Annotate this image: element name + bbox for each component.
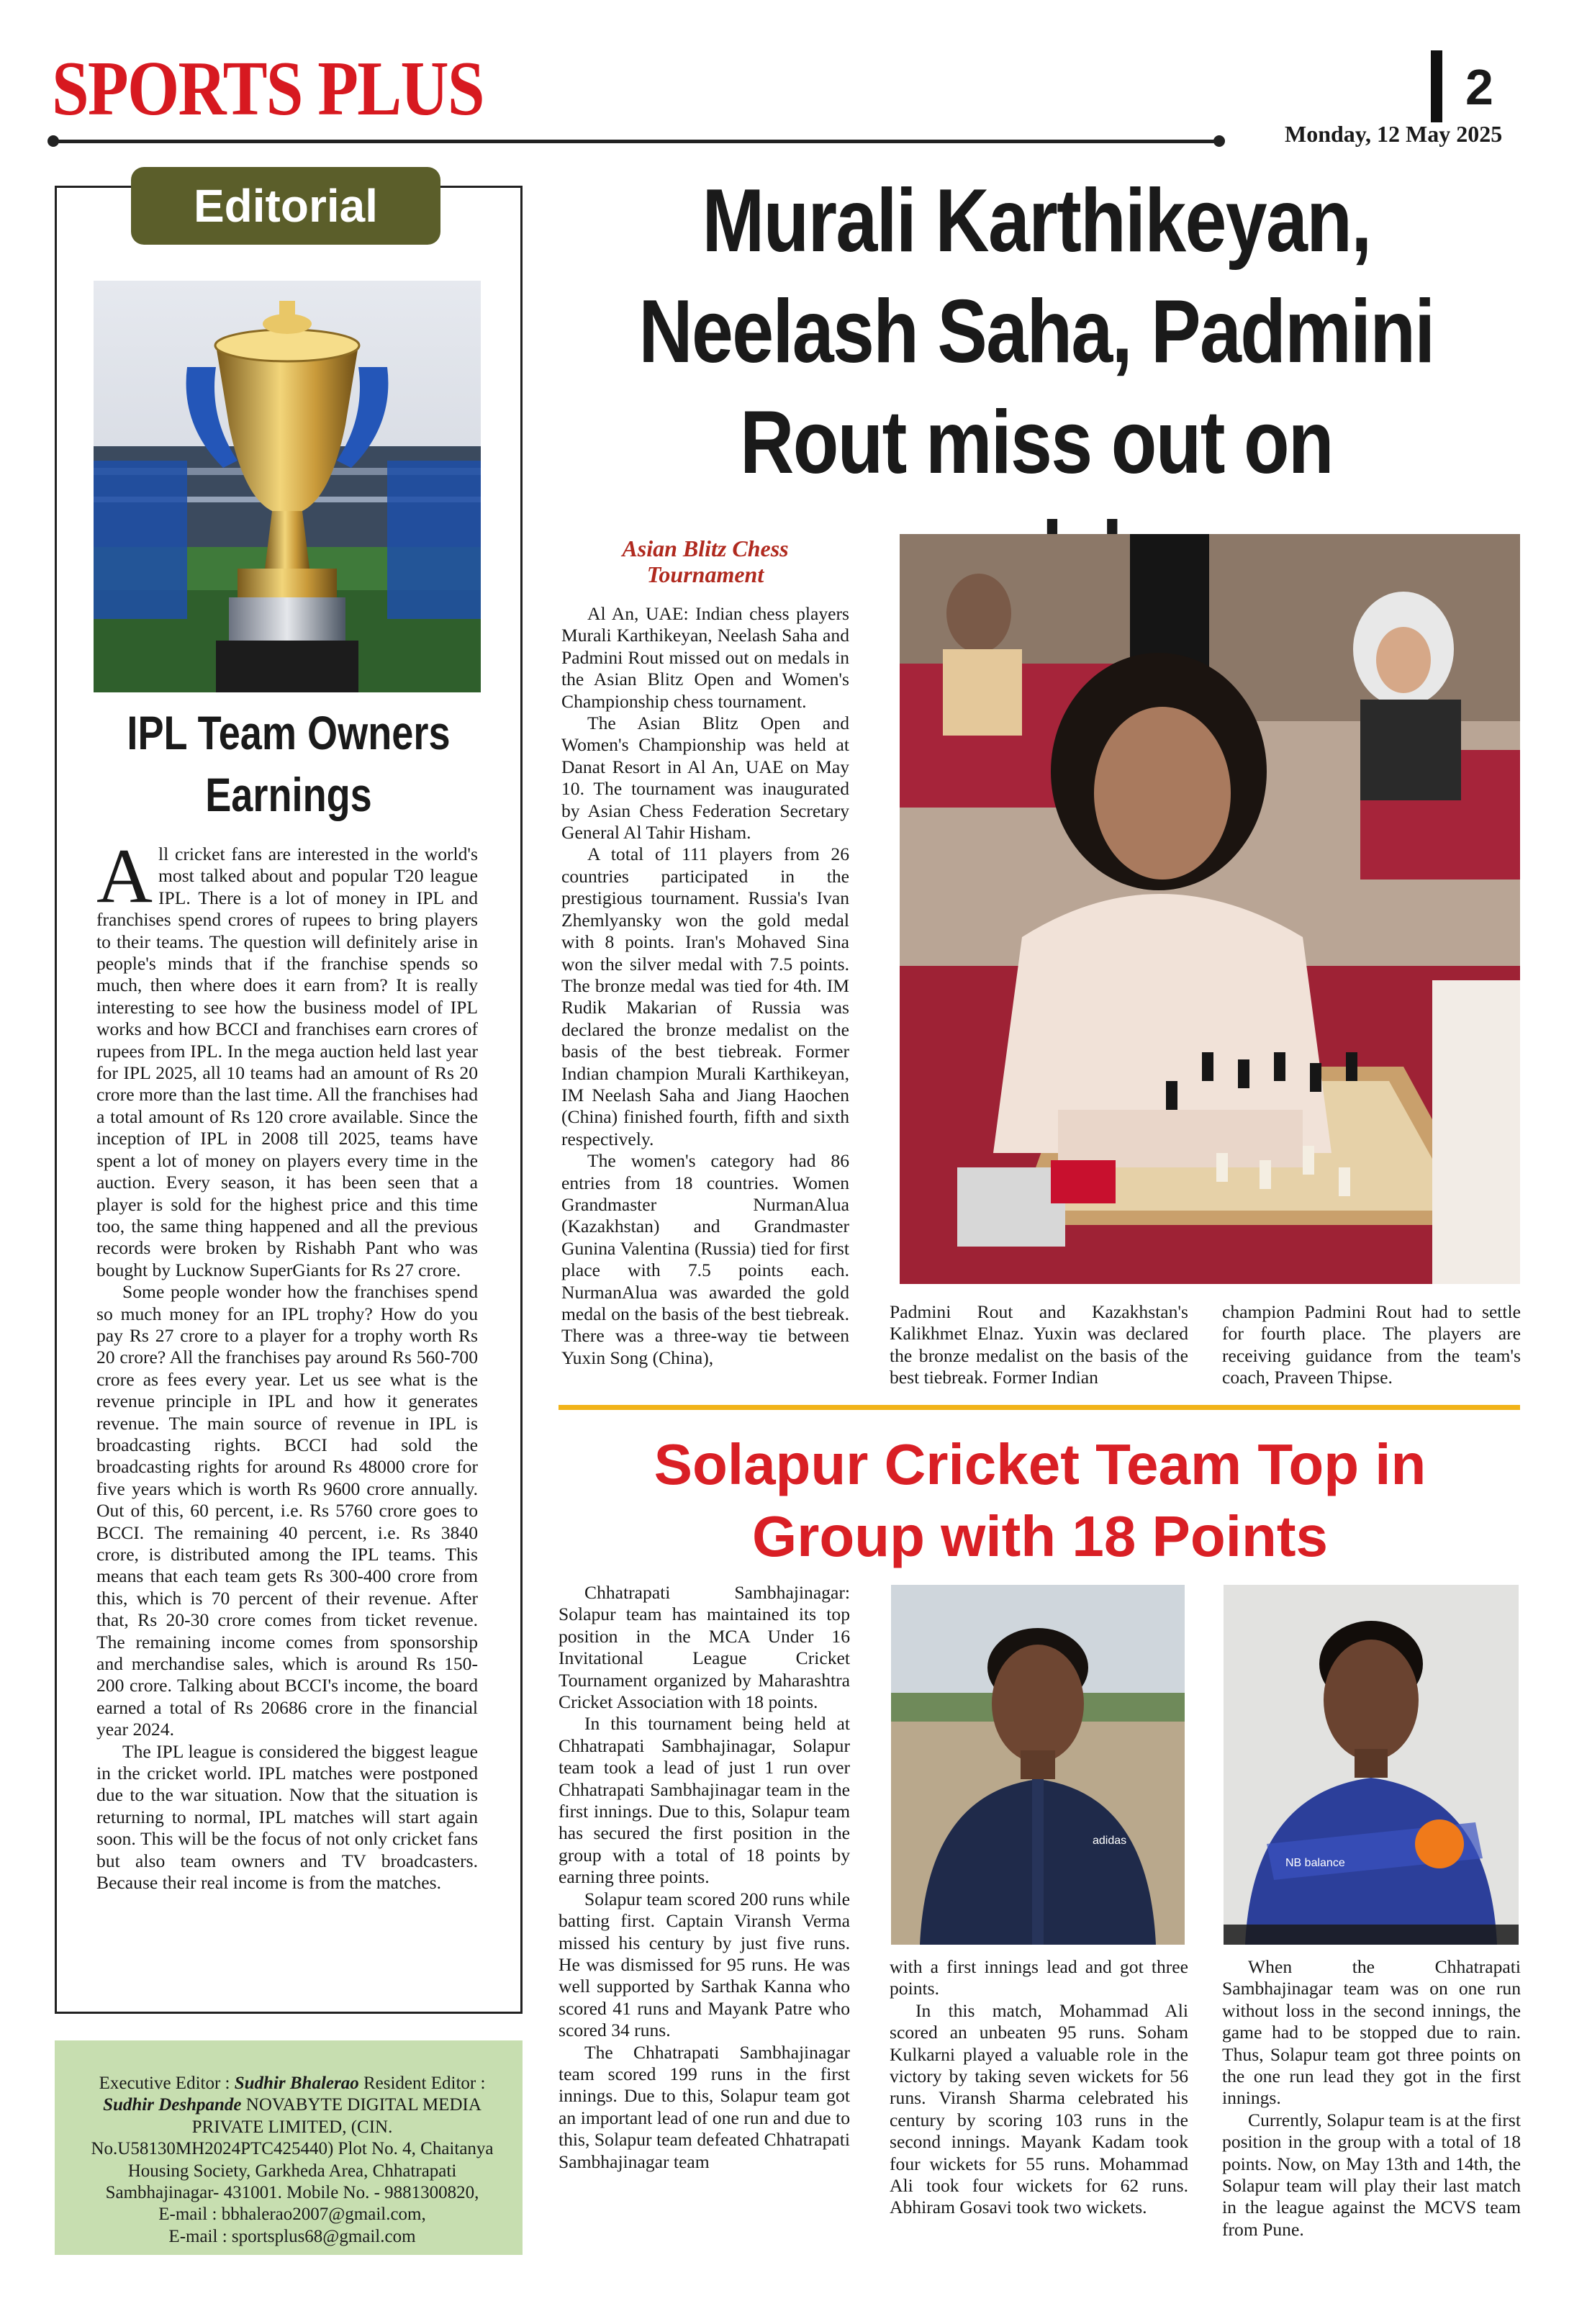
editorial-body xyxy=(96,833,478,1894)
cricket-paragraph: Chhatrapati Sambhajinagar: Solapur team has maintained its top position in the MCA Under 16 Invitational League Cricket Tournament organized by Maharashtra Cricket Association with 18 points. xyxy=(559,1582,850,1713)
editorial-headline: IPL Team Owners Earnings xyxy=(127,706,451,821)
resident-editor-label: Resident Editor : xyxy=(358,2074,486,2093)
ipl-trophy-photo xyxy=(94,281,481,692)
drop-cap: A xyxy=(96,833,153,919)
cricket-paragraph: In this tournament being held at Chhatrapati Sambhajinagar, Solapur team took a lead of just 1 run over Chhatrapati Sambhajinagar team in the first innings. Due to this, Solapur team has secured the first position in the group with a total of 18 points by earning three points. xyxy=(559,1713,850,1888)
exec-editor-name: Sudhir Bhalerao xyxy=(234,2074,359,2093)
cricket-body xyxy=(559,1582,850,2173)
page-number: 2 xyxy=(1465,59,1493,115)
editorial-label: Editorial xyxy=(131,167,440,245)
header-rule xyxy=(53,140,1219,143)
svg-text:adidas: adidas xyxy=(1093,1835,1127,1847)
cricket-paragraph: Solapur team scored 200 runs while batting first. Captain Viransh Verma missed his century by just five runs. He was dismissed for 95 runs. He was well supported by Sarthak Kanna who scored 41 runs and Mayank Patre who scored 34 runs. xyxy=(559,1888,850,2041)
editorial-paragraph: Some people wonder how the franchises spend so much money for an IPL trophy? How do you pay Rs 27 crore to a player for a trophy worth Rs 20 crore? All the franchises pay around Rs 560-700 crore as fees every year. Let us see what is the revenue principle in IPL and how it generates revenue. The main source of revenue in IPL is broadcasting rights. BCCI had sold the broadcasting rights for around Rs 48000 crore for five years which is worth Rs 9600 crore annually. Out of this, 60 percent, i.e. Rs 5760 crore goes to BCCI. The remaining 40 percent, i.e. Rs 3840 crore, is distributed among the IPL teams. This means that each team gets Rs 300-400 crore from this, which is 70 percent of their revenue. After that, Rs 20-30 crore comes from ticket revenue. The remaining income comes from sponsorship and merchandise sales, which is around Rs 150-200 crore. Talking about BCCI's income, the board earned a total of Rs 20686 crore in the financial year 2024. xyxy=(96,1281,478,1740)
chess-player-photo xyxy=(900,534,1520,1284)
section-divider xyxy=(559,1405,1520,1410)
publisher-details: NOVABYTE DIGITAL MEDIA PRIVATE LIMITED, (CIN. No.U58130MH2024PTC425440) Plot No. 4, Chaitanya Housing Society, Garkheda Area, Chhatrapati Sambhajinagar- 431001. Mobile No. - 9881300820, xyxy=(91,2095,494,2203)
chess-continuation: Padmini Rout and Kazakhstan's Kalikhmet Elnaz. Yuxin was declared the bronze medalist on the basis of the best tiebreak. Former Indian xyxy=(890,1301,1188,1388)
chess-paragraph: The women's category had 86 entries from 18 countries. Women Grandmaster NurmanAlua (Kazakhstan) and Grandmaster Gunina Valentina (Russia) tied for first place with 7.5 points each. NurmanAlua was awarded the gold medal on the basis of the best tiebreak. There was a three-way tie between Yuxin Song (China), xyxy=(561,1150,849,1368)
chess-paragraph: Al An, UAE: Indian chess players Murali Karthikeyan, Neelash Saha and Padmini Rout missed out on medals in the Asian Blitz Open and Women's Championship chess tournament. xyxy=(561,603,849,712)
masthead: SPORTS PLUS xyxy=(52,46,484,132)
svg-text:NB balance: NB balance xyxy=(1285,1857,1345,1869)
cricketer-portrait-photo xyxy=(891,1585,1185,1945)
chess-body xyxy=(561,603,849,1369)
cricket-paragraph: The Chhatrapati Sambhajinagar team scored 199 runs in the first innings. Due to this, Solapur team got an important lead of one run and due to this, Solapur team defeated Chhatrapati Sambhajinagar team xyxy=(559,2041,850,2172)
editorial-paragraph: All cricket fans are interested in the world's most talked about and popular T20 league IPL. There is a lot of money in IPL and franchises spend crores of rupees to bring players to their teams. The question will definitely arise in people's minds that if the franchise spends so much, then where does it earn from? It is really interesting to see how the business model of IPL works and how BCCI and franchises earn crores of rupees from IPL. In the mega auction held last year for IPL 2025, all 10 teams had an amount of Rs 20 crore more than the last time. All the franchises had a total amount of Rs 120 crore available. Since the inception of IPL in 2008 till 2025, teams have spent a lot of money on players every time in the auction. Every season, it has been seen that a player is sold for the highest price and this time too, the same thing happened and all the previous records were broken by Rishabh Pant who was bought by Lucknow SuperGiants for Rs 27 crore. xyxy=(96,833,478,1280)
editorial-paragraph: The IPL league is considered the biggest league in the cricket world. IPL matches were postponed due to the war situation. Now that the situation is returning to normal, IPL matches will start again soon. This will be the focus of not only cricket fans but also team owners and TV broadcasters. Because their real income is from the matches. xyxy=(96,1740,478,1894)
chess-kicker: Asian Blitz Chess Tournament xyxy=(622,535,789,587)
email-link[interactable]: E-mail : sportsplus68@gmail.com xyxy=(168,2226,416,2246)
credits-text xyxy=(91,2073,494,2248)
page-number-bar xyxy=(1431,50,1442,122)
email-link[interactable]: E-mail : bbhalerao2007@gmail.com, xyxy=(158,2205,426,2225)
resident-editor-name: Sudhir Deshpande xyxy=(103,2095,242,2115)
cricket-continuation: with a first innings lead and got three points. In this match, Mohammad Ali scored an unbeaten 95 runs. Soham Kulkarni played a valuable role in the victory by taking seven wickets for 56 runs. Viransh Sharma celebrated his century by scoring 103 runs in the second innings. Mayank Kadam took four wickets for 55 runs. Mohammad Ali took four wickets for 62 runs. Abhiram Gosavi took two wickets. xyxy=(890,1956,1188,2218)
exec-editor-label: Executive Editor : xyxy=(99,2074,235,2093)
page-date: Monday, 12 May 2025 xyxy=(1285,121,1503,147)
cricket-headline: Solapur Cricket Team Top in Group with 18 Points xyxy=(654,1432,1427,1568)
header-rule-dot-left xyxy=(48,135,59,147)
chess-continuation: champion Padmini Rout had to settle for fourth place. The players are receiving guidance from the team's coach, Praveen Thipse. xyxy=(1222,1301,1521,1388)
chess-paragraph: A total of 111 players from 26 countries participated in the prestigious tournament. Russia's Ivan Zhemlyansky won the gold medal with 8 points. Iran's Mohaved Sina won the silver medal with 7.5 points. The bronze medal was tied for 4th. IM Rudik Makarian of Russia was declared the bronze medalist on the basis of the best tiebreak. Former Indian champion Murali Karthikeyan, IM Neelash Saha and Jiang Haochen (China) finished fourth, fifth and sixth respectively. xyxy=(561,844,849,1149)
chess-paragraph: The Asian Blitz Open and Women's Championship was held at Danat Resort in Al An, UAE on May 10. The tournament was inaugurated by Asian Chess Federation Secretary General Al Tahir Hisham. xyxy=(561,713,849,844)
cricket-continuation: When the Chhatrapati Sambhajinagar team was on one run without loss in the second innings, the game had to be stopped due to rain. Thus, Solapur team got three points on the one run lead they got in the first innings. Currently, Solapur team is at the first position in the group with a total of 18 points. Now, on May 13th and 14th, the Solapur team will play their last match in the league against the MCVS team from Pune. xyxy=(1222,1956,1521,2240)
header-rule-dot-right xyxy=(1213,135,1225,147)
chess-headline: Murali Karthikeyan, Neelash Saha, Padmini Rout miss out on xyxy=(638,171,1434,492)
cricketer-portrait-photo xyxy=(1224,1585,1519,1945)
